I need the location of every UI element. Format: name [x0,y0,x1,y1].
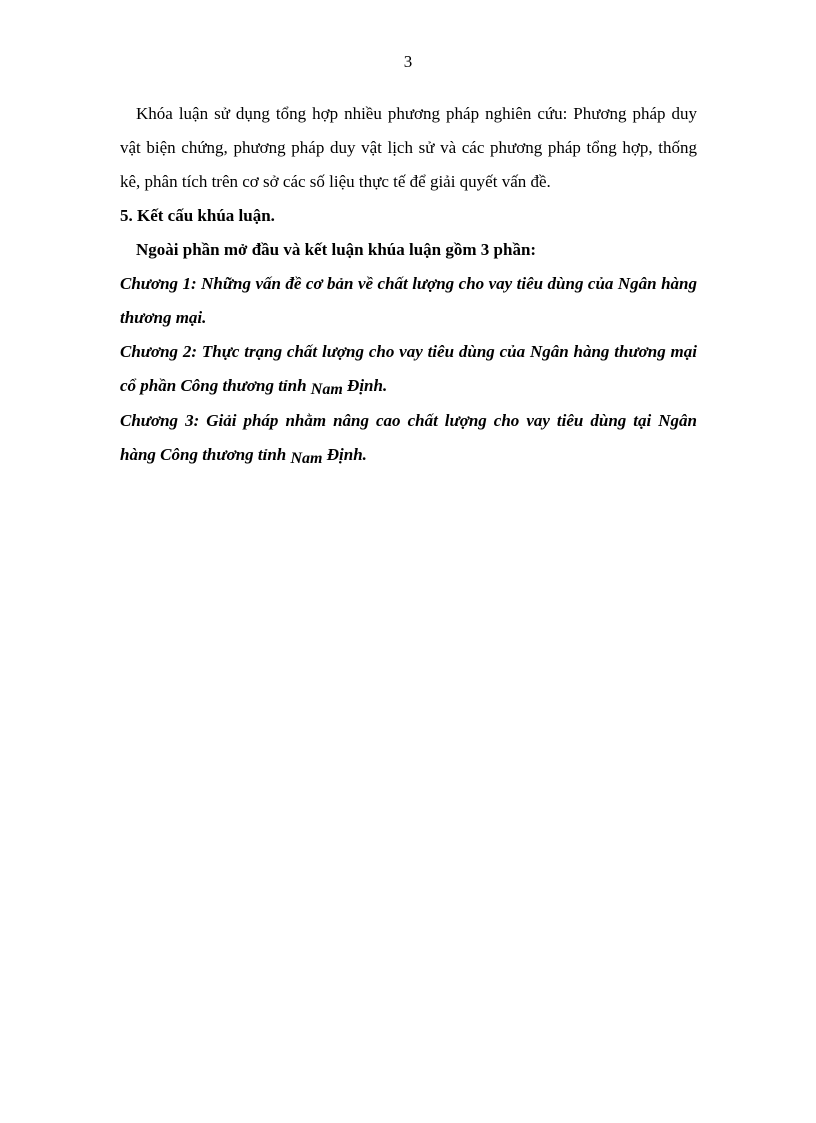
document-body [120,97,697,473]
chapter-2-text: Chương 2: Thực trạng chất lượng cho vay tiêu dùng của Ngân hàng thương mại cổ phần Công thương tỉnh [120,342,697,395]
chapter-3-text: Chương 3: Giải pháp nhằm nâng cao chất lượng cho vay tiêu dùng tại Ngân hàng Công thương tỉnh [120,411,697,464]
page-number: 3 [403,52,413,71]
chapter-3 [120,404,697,473]
chapter-1-text: Chương 1: Những vấn đề cơ bản về chất lượng cho vay tiêu dùng của Ngân hàng thương mại. [120,274,697,327]
chapter-2-province: Nam [310,381,343,398]
chapter-1 [120,267,697,335]
chapter-2-end: Định. [342,376,388,395]
section-heading: 5. Kết cấu khúa luận. [120,206,275,225]
methods-paragraph: Khóa luận sử dụng tổng hợp nhiều phương pháp nghiên cứu: Phương pháp duy vật biện chứng, phương pháp duy vật lịch sử và các phương pháp tổng hợp, thống kê, phân tích trên cơ sở các số liệu thực tế để giải quyết vấn đề. [120,104,697,191]
chapter-3-end: Định. [322,445,367,464]
chapter-3-province: Nam [290,450,323,467]
structure-intro: Ngoài phần mở đầu và kết luận khúa luận gồm 3 phần: [136,240,537,259]
chapter-2 [120,335,697,404]
